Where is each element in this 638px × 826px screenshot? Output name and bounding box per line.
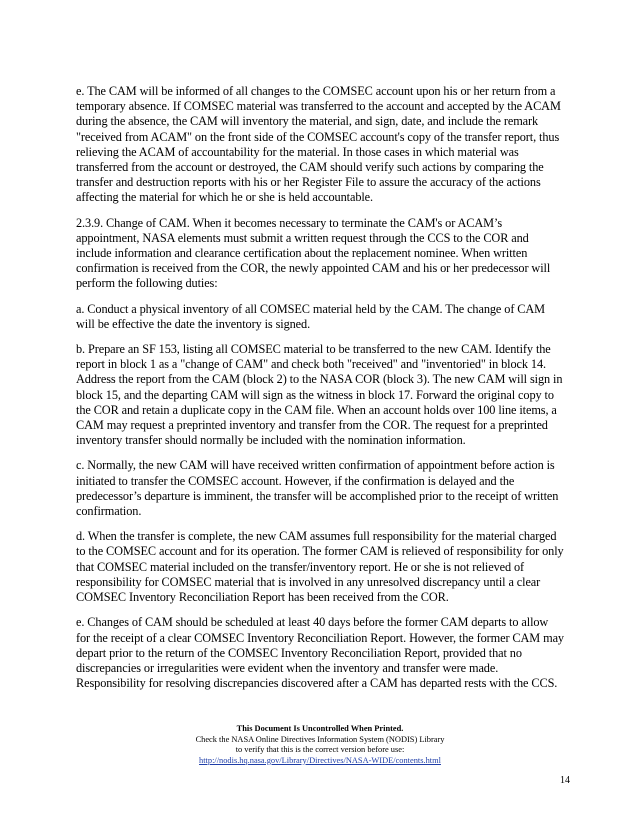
footer-uncontrolled-notice: This Document Is Uncontrolled When Printed. xyxy=(236,724,404,733)
paragraph-duty-b: b. Prepare an SF 153, listing all COMSEC material to be transferred to the new CAM. Identify the report in block 1 as a "change of CAM" and check both "received" and "inventoried" in block 14. Address the report from the CAM (block 2) to the NASA COR (block 3). The new CAM will sign in block 15, and the departing CAM will sign as the witness in block 17. Forward the original copy to the COR and retain a duplicate copy in the CAM file. When an account holds over 100 line items, a CAM may request a preprinted inventory and transfer from the COR. The request for a preprinted inventory transfer should normally be included with the nomination information. xyxy=(76,342,563,448)
body-text xyxy=(76,84,564,701)
page-number: 14 xyxy=(560,775,570,786)
paragraph-duty-d: d. When the transfer is complete, the new CAM assumes full responsibility for the material charged to the COMSEC account and for its operation. The former CAM is relieved of responsibility for only that COMSEC material included on the transfer/inventory report. He or she is not relieved of responsibility for COMSEC material that is involved in any unresolved discrepancy until a clear COMSEC Inventory Reconciliation Report has been received from the COR. xyxy=(76,529,564,605)
footer-verify-version: to verify that this is the correct version before use: xyxy=(235,745,405,755)
paragraph-duty-a: a. Conduct a physical inventory of all COMSEC material held by the CAM. The change of CAM will be effective the date the inventory is signed. xyxy=(76,301,545,331)
paragraph-change-of-cam: 2.3.9. Change of CAM. When it becomes necessary to terminate the CAM's or ACAM’s appointment, NASA elements must submit a written request through the CCS to the COR and include information and clearance certification about the replacement nominee. When written confirmation is received from the COR, the newly appointed CAM and his or her predecessor will perform the following duties: xyxy=(76,215,551,291)
footer-nodis-check: Check the NASA Online Directives Information System (NODIS) Library xyxy=(195,734,445,744)
paragraph-duty-c: c. Normally, the new CAM will have received written confirmation of appointment before action is initiated to transfer the COMSEC account. However, if the confirmation is delayed and the predecessor’s departure is imminent, the transfer will be accomplished prior to the receipt of written confirmation. xyxy=(76,458,559,519)
paragraph-duty-e: e. Changes of CAM should be scheduled at least 40 days before the former CAM departs to allow for the receipt of a clear COMSEC Inventory Reconciliation Report. However, the former CAM may depart prior to the return of the COMSEC Inventory Reconciliation Report, provided that no discrepancies or irregularities were evident when the inventory and transfer were made. Responsibility for resolving discrepancies discovered after a CAM has departed rests with the CCS. xyxy=(76,615,564,691)
paragraph-cam-return: e. The CAM will be informed of all changes to the COMSEC account upon his or her return from a temporary absence. If COMSEC material was transferred to the account and accepted by the ACAM during the absence, the CAM will inventory the material, and sign, date, and include the remark "received from ACAM" on the front side of the COMSEC account's copy of the transfer report, thus relieving the ACAM of accountability for the material. In those cases in which material was transferred from the account or destroyed, the CAM should verify such actions by comparing the transfer and destruction reports with his or her Register File to assure the accuracy of the actions affecting the material for which he or she is held accountable. xyxy=(76,84,561,205)
footer-nodis-link[interactable]: http://nodis.hq.nasa.gov/Library/Directives/NASA-WIDE/contents.html xyxy=(199,755,441,765)
page-footer xyxy=(140,724,500,766)
